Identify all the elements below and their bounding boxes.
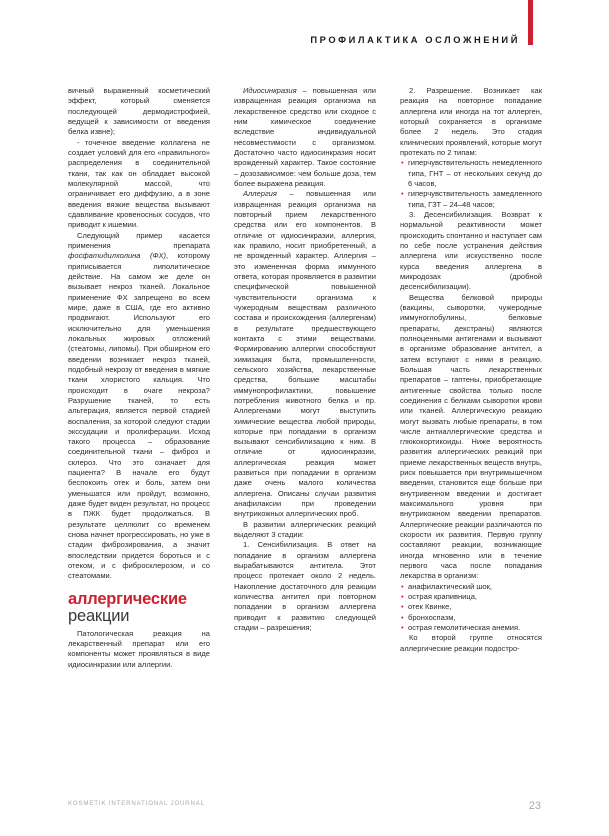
bullet-item: • бронхоспазм, bbox=[400, 613, 542, 623]
body-paragraph: 2. Разрешение. Возникает как реакция на повторное попадание аллергена или иногда на тот аллерген, который сохраняется в организме более 2 недель. Это стадия клинических проявлений, которые могут протекать по 2 типам: bbox=[400, 86, 542, 157]
emphasised-term: Идиосинкразия bbox=[243, 86, 297, 95]
body-paragraph: Идиосинкразия – повышенная или извращенная реакция организма на лекарственное средство или сходное с ним химическое соединение вследствие индивидуальной несовместимости с организмом. Достаточно часто идиосинкразия носит врожденный характер. Такое состояние – дозозависимое: чем больше доза, тем более выражена реакция. bbox=[234, 86, 376, 188]
text-column-3 bbox=[400, 86, 542, 776]
body-paragraph: - точечное введение коллагена не создает условий для его «правильного» распределения в соединительной ткани, так как он обладает высокой молекулярной массой, что ограничивает его диффузию, а в зоне введения вязкие вещества вызывают сдавливание кровеносных сосудов, что приводит к ишемии. bbox=[68, 137, 210, 230]
bullet-item: • гиперчувствительность замедленного типа, ГЗТ – 24–48 часов; bbox=[400, 189, 542, 210]
bullet-item: • острая гемолитическая анемия. bbox=[400, 623, 542, 633]
body-paragraph: Патологическая реакция на лекарственный препарат или его компоненты может проявляться в виде идиосинкразии или аллергии. bbox=[68, 628, 210, 669]
footer-page-number: 23 bbox=[528, 800, 541, 812]
body-paragraph: Вещества белковой природы (вакцины, сыворотки, чужеродные иммуноглобулины, белковые препараты, декстраны) являются полноценными антигенами и вызывают в организме образование антител, а затем вступают с ними в реакцию. Большая часть лекарственных препаратов – гаптены, приобретающие антигенные свойства только после соединения с белками сыворотки крови или тканей. Аллергическую реакцию могут вызвать любые препараты, в том числе антиаллергические средства и глюкокортикоиды. Ниже вероятность развития аллергических реакций при приеме лекарственных веществ внутрь, риск повышается при внутримышечном введении, становится еще больше при внутривенном введении и достигает максимального уровня при внутрикожном введении препаратов. Аллергические реакции различаются по скорости их развития. Первую группу составляют реакции, возникающие иногда мгновенно или в течение первого часа после попадания лекарства в организм: bbox=[400, 292, 542, 581]
bullet-item: • острая крапивница, bbox=[400, 592, 542, 602]
body-paragraph: Аллергия – повышенная или извращенная реакция организма на повторный прием лекарственного средства или его компонентов. В отличие от идиосинкразии, аллергия, как правило, носит приобретенный, а не врожденный характер. Аллергия – это измененная форма иммунного ответа, которая проявляется в развитии специфической повышенной чувствительности организма к чужеродным веществам различного состава и происхождения (аллергенам) в результате предшествующего контакта с этими веществами. Формированию аллергии способствуют химизация быта, промышленности, сельского хозяйства, лекарственные средства, большие масштабы иммунопрофилактики, повышение потребления животного белка и пр. Аллергенами могут выступить химические вещества любой природы, которые при попадании в организм вызывают сенсибилизацию к ним. В отличие от идиосинкразии, аллергическая реакция может развиться при попадании в организм даже очень малого количества аллергена. Описаны случаи развития анафилаксии при проведении внутрикожных аллергических проб. bbox=[234, 189, 376, 519]
footer-journal-name: KOSMETIK INTERNATIONAL JOURNAL bbox=[68, 800, 205, 807]
body-paragraph: 1. Сенсибилизация. В ответ на попадание в организм аллергена вырабатываются антитела. Этот процесс протекает около 2 недель. Накопление достаточного для реакции количества антител при повторном попадании в организм аллергена приводит к развитию следующей стадии – разрешения; bbox=[234, 540, 376, 633]
body-paragraph: Ко второй группе относятся аллергические реакции подостро- bbox=[400, 633, 542, 653]
section-heading bbox=[68, 591, 210, 625]
body-paragraph: вичный выраженный косметический эффект, который сменяется последующей дермодистрофией, ведущей к зависимости от введения белка извне); bbox=[68, 86, 210, 137]
running-head-title: ПРОФИЛАКТИКА ОСЛОЖНЕНИЙ bbox=[310, 35, 520, 45]
body-paragraph: В развитии аллергических реакций выделяют 3 стадии: bbox=[234, 519, 376, 540]
bullet-item: • отек Квинке, bbox=[400, 602, 542, 612]
bullet-item: • гиперчувствительность немедленного типа, ГНТ – от нескольких секунд до 6 часов, bbox=[400, 158, 542, 189]
emphasised-term: Аллергия bbox=[243, 189, 277, 199]
bullet-item: • анафилактический шок, bbox=[400, 582, 542, 592]
body-paragraph: 3. Десенсибилизация. Возврат к нормальной реактивности может происходить спонтанно и наступает сам по себе после устранения действия аллергена или искусственно после курса введения аллергена в микродозах (дробной десенсибилизации). bbox=[400, 209, 542, 292]
text-column-1 bbox=[68, 86, 210, 776]
article-body-columns bbox=[68, 86, 541, 776]
header-accent-rule bbox=[528, 0, 533, 45]
text-column-2 bbox=[234, 86, 376, 776]
body-paragraph: Следующий пример касается применения препарата фосфатидилхолина (ФХ), которому приписывается липолитическое действие. На самом же деле он вызывает некроз тканей. Локальное применение ФХ запрещено во всем мире, даже в США, где его активно продвигают. Используют его исключительно для уменьшения локальных жировых отложений (стеатомы, липомы). При обширном его введении возникает некроз тканей, подобный некрозу от введения в мягкие ткани хлористого кальция. Что происходит в очаге некроза? Разрушение тканей, то есть альтерация, является первой стадией воспаления, за которой следуют стадии экссудации и пролиферации. Исход такого процесса – образование соединительной ткани – фиброз и склероз. Что это означает для пациента? В начале его будут беспокоить отек и боль, затем они уменьшатся или пройдут, возможно, даже будет виден результат, но процесс в ПЖК будет продолжаться. В результате целлюлит со временем снова начнет прогрессировать, но уже в стадии фиброзирования, а значит впоследствии придется бороться и с отеком, и с фибросклерозом, и со стеатомами. bbox=[68, 230, 210, 581]
section-heading-line-2: реакции bbox=[68, 606, 130, 625]
emphasised-term: фосфатидилхолина (ФХ) bbox=[68, 251, 167, 261]
section-heading-line-1: аллергические bbox=[68, 589, 187, 608]
